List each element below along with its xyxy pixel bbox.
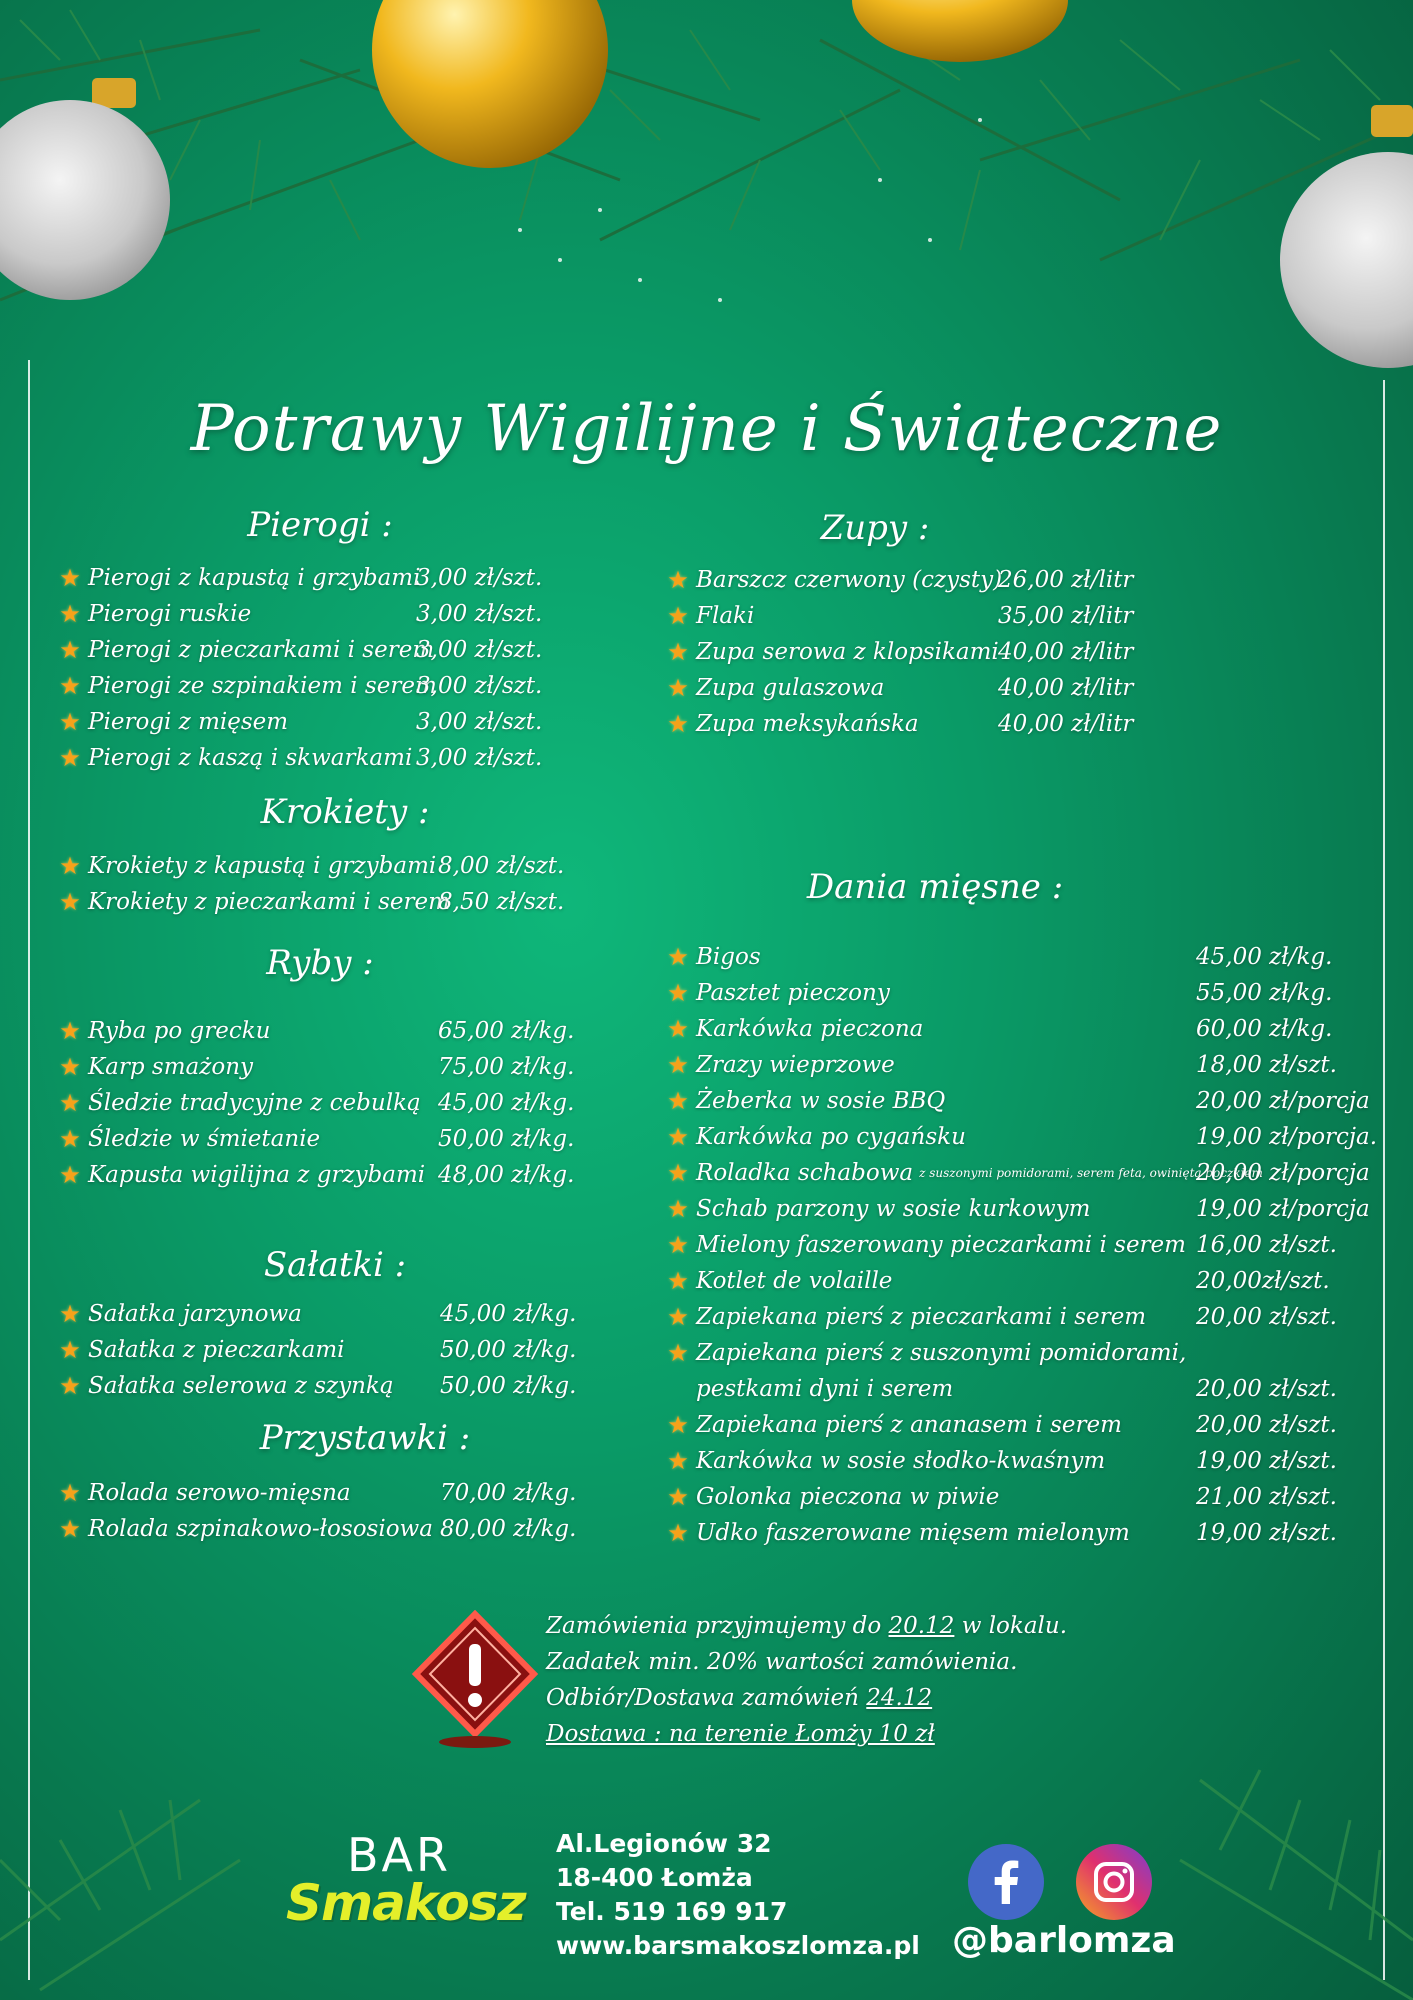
list-item bbox=[666, 1011, 1386, 1047]
star-icon: ★ bbox=[667, 1159, 689, 1187]
star-icon: ★ bbox=[59, 708, 81, 736]
city: 18-400 Łomża bbox=[556, 1863, 753, 1892]
item-name: Rolada serowo-mięsna bbox=[88, 1480, 351, 1506]
item-name: Kotlet de volaille bbox=[696, 1268, 893, 1294]
item-name: Zupa gulaszowa bbox=[696, 675, 885, 701]
list-item bbox=[666, 706, 1226, 742]
item-price: 35,00 zł/litr bbox=[998, 603, 1134, 629]
section-title-krokiety: Krokiety : bbox=[260, 792, 430, 832]
list-item bbox=[58, 596, 618, 632]
contact-info bbox=[556, 1827, 920, 1963]
list-item bbox=[666, 1227, 1386, 1263]
phone: Tel. 519 169 917 bbox=[556, 1897, 788, 1926]
list-item bbox=[58, 1049, 618, 1085]
item-price: 48,00 zł/kg. bbox=[438, 1162, 575, 1188]
item-name: Pasztet pieczony bbox=[696, 980, 890, 1006]
list-item bbox=[666, 1263, 1386, 1299]
star-icon: ★ bbox=[59, 1089, 81, 1117]
star-icon: ★ bbox=[59, 1017, 81, 1045]
list-item bbox=[666, 1047, 1386, 1083]
instagram-icon[interactable] bbox=[1072, 1840, 1156, 1924]
section-title-dania-miesne: Dania mięsne : bbox=[806, 867, 1064, 907]
star-icon: ★ bbox=[667, 710, 689, 738]
star-icon: ★ bbox=[59, 1372, 81, 1400]
item-price: 20,00 zł/szt. bbox=[1196, 1412, 1337, 1438]
item-name: Krokiety z kapustą i grzybami bbox=[88, 853, 437, 879]
list-item bbox=[666, 634, 1226, 670]
item-name: Golonka pieczona w piwie bbox=[696, 1484, 1000, 1510]
section-title-pierogi: Pierogi : bbox=[247, 505, 393, 545]
item-name: Rolada szpinakowo-łososiowa bbox=[88, 1516, 433, 1542]
list-item bbox=[58, 668, 618, 704]
section-title-przystawki: Przystawki : bbox=[259, 1418, 471, 1458]
list-item bbox=[58, 848, 618, 884]
list-item-continuation bbox=[666, 1371, 1386, 1407]
item-name: Kapusta wigilijna z grzybami bbox=[88, 1162, 426, 1188]
list-item bbox=[666, 1443, 1386, 1479]
item-name: Pierogi z kapustą i grzybami bbox=[88, 565, 421, 591]
star-icon: ★ bbox=[59, 1300, 81, 1328]
star-icon: ★ bbox=[59, 1479, 81, 1507]
star-icon: ★ bbox=[59, 852, 81, 880]
notice-line-2: Zadatek min. 20% wartości zamówienia. bbox=[546, 1649, 1018, 1675]
star-icon: ★ bbox=[667, 638, 689, 666]
item-price: 21,00 zł/szt. bbox=[1196, 1484, 1337, 1510]
social-handle[interactable]: @barlomza bbox=[952, 1920, 1176, 1961]
item-price: 19,00 zł/porcja. bbox=[1196, 1124, 1378, 1150]
section-title-ryby: Ryby : bbox=[266, 943, 374, 983]
star-icon: ★ bbox=[667, 943, 689, 971]
item-price: 8,50 zł/szt. bbox=[438, 889, 565, 915]
logo-bar-text: BAR bbox=[347, 1828, 451, 1882]
item-price: 20,00 zł/szt. bbox=[1196, 1304, 1337, 1330]
list-item bbox=[58, 1157, 618, 1193]
item-price: 45,00 zł/kg. bbox=[438, 1090, 575, 1116]
item-note: z suszonymi pomidorami, serem feta, owinięta boczkiem bbox=[919, 1166, 1263, 1180]
facebook-icon[interactable] bbox=[964, 1840, 1048, 1924]
item-name: Śledzie tradycyjne z cebulką bbox=[88, 1090, 421, 1116]
star-icon: ★ bbox=[59, 1161, 81, 1189]
list-item bbox=[666, 975, 1386, 1011]
section-title-salatki: Sałatki : bbox=[263, 1245, 407, 1285]
star-icon: ★ bbox=[667, 979, 689, 1007]
star-icon: ★ bbox=[667, 602, 689, 630]
list-item bbox=[666, 562, 1226, 598]
item-name: Zupa serowa z klopsikami bbox=[696, 639, 999, 665]
left-frame-line bbox=[28, 360, 30, 1980]
item-price: 3,00 zł/szt. bbox=[416, 709, 543, 735]
website-link[interactable]: www.barsmakoszlomza.pl bbox=[556, 1931, 920, 1960]
list-item bbox=[58, 632, 618, 668]
bar-smakosz-logo bbox=[282, 1828, 542, 1938]
list-item bbox=[666, 670, 1226, 706]
list-item bbox=[58, 1085, 618, 1121]
list-item bbox=[666, 1407, 1386, 1443]
list-item bbox=[58, 1332, 618, 1368]
pine-branches-top bbox=[0, 0, 1413, 400]
ryby-list bbox=[58, 1013, 618, 1193]
item-price: 3,00 zł/szt. bbox=[416, 637, 543, 663]
list-item bbox=[58, 1511, 618, 1547]
item-price: 3,00 zł/szt. bbox=[416, 565, 543, 591]
list-item bbox=[666, 1299, 1386, 1335]
list-item bbox=[58, 560, 618, 596]
star-icon: ★ bbox=[667, 1519, 689, 1547]
warning-icon bbox=[410, 1610, 540, 1750]
notice-line-3 bbox=[546, 1680, 1067, 1716]
star-icon: ★ bbox=[667, 1231, 689, 1259]
list-item bbox=[58, 1368, 618, 1404]
gold-bauble-left bbox=[370, 0, 620, 180]
star-icon: ★ bbox=[59, 636, 81, 664]
address: Al.Legionów 32 bbox=[556, 1829, 772, 1858]
item-price: 19,00 zł/szt. bbox=[1196, 1520, 1337, 1546]
item-price: 20,00 zł/porcja bbox=[1196, 1160, 1370, 1186]
item-price: 40,00 zł/litr bbox=[998, 675, 1134, 701]
dania-list bbox=[666, 939, 1386, 1551]
item-price: 3,00 zł/szt. bbox=[416, 745, 543, 771]
item-name: Barszcz czerwony (czysty) bbox=[696, 567, 1003, 593]
item-price: 40,00 zł/litr bbox=[998, 711, 1134, 737]
item-name: Bigos bbox=[696, 944, 761, 970]
item-name: Roladka schabowa bbox=[696, 1160, 914, 1186]
list-item bbox=[58, 1475, 618, 1511]
notice-line-4: Dostawa : na terenie Łomży 10 zł bbox=[546, 1721, 935, 1747]
star-icon: ★ bbox=[59, 744, 81, 772]
order-deadline: 20.12 bbox=[888, 1613, 955, 1639]
list-item bbox=[666, 1479, 1386, 1515]
star-icon: ★ bbox=[59, 1125, 81, 1153]
pierogi-list bbox=[58, 560, 618, 776]
star-icon: ★ bbox=[59, 888, 81, 916]
item-name: Karp smażony bbox=[88, 1054, 254, 1080]
item-name: Zrazy wieprzowe bbox=[696, 1052, 895, 1078]
item-price: 80,00 zł/kg. bbox=[440, 1516, 577, 1542]
list-item bbox=[58, 740, 618, 776]
item-name: Sałatka selerowa z szynką bbox=[88, 1373, 394, 1399]
star-icon: ★ bbox=[667, 1123, 689, 1151]
item-price: 3,00 zł/szt. bbox=[416, 673, 543, 699]
notice-line-1 bbox=[546, 1608, 1067, 1644]
item-price: 45,00 zł/kg. bbox=[440, 1301, 577, 1327]
star-icon: ★ bbox=[59, 600, 81, 628]
item-price: 20,00zł/szt. bbox=[1196, 1268, 1330, 1294]
item-name: pestkami dyni i serem bbox=[696, 1376, 954, 1402]
star-icon: ★ bbox=[667, 1015, 689, 1043]
list-item bbox=[58, 704, 618, 740]
item-price: 55,00 zł/kg. bbox=[1196, 980, 1333, 1006]
star-icon: ★ bbox=[59, 672, 81, 700]
item-name: Sałatka z pieczarkami bbox=[88, 1337, 345, 1363]
salatki-list bbox=[58, 1296, 618, 1404]
item-price: 50,00 zł/kg. bbox=[438, 1126, 575, 1152]
item-name: Śledzie w śmietanie bbox=[88, 1126, 321, 1152]
list-item bbox=[666, 598, 1226, 634]
item-name: Mielony faszerowany pieczarkami i serem bbox=[696, 1232, 1186, 1258]
item-price: 8,00 zł/szt. bbox=[438, 853, 565, 879]
item-price: 19,00 zł/szt. bbox=[1196, 1448, 1337, 1474]
item-name: Pierogi ruskie bbox=[88, 601, 252, 627]
item-name: Zapiekana pierś z pieczarkami i serem bbox=[696, 1304, 1147, 1330]
item-price: 50,00 zł/kg. bbox=[440, 1373, 577, 1399]
star-icon: ★ bbox=[667, 1411, 689, 1439]
star-icon: ★ bbox=[667, 1447, 689, 1475]
item-price: 40,00 zł/litr bbox=[998, 639, 1134, 665]
item-name: Zapiekana pierś z suszonymi pomidorami, bbox=[696, 1340, 1187, 1366]
star-icon: ★ bbox=[667, 1483, 689, 1511]
item-price: 20,00 zł/szt. bbox=[1196, 1376, 1337, 1402]
list-item bbox=[58, 1013, 618, 1049]
list-item bbox=[666, 1335, 1386, 1371]
item-name: Ryba po grecku bbox=[88, 1018, 271, 1044]
item-price: 45,00 zł/kg. bbox=[1196, 944, 1333, 970]
star-icon: ★ bbox=[667, 1087, 689, 1115]
list-item bbox=[58, 884, 618, 920]
star-icon: ★ bbox=[667, 1339, 689, 1367]
item-price: 65,00 zł/kg. bbox=[438, 1018, 575, 1044]
item-name: Flaki bbox=[696, 603, 755, 629]
item-price: 50,00 zł/kg. bbox=[440, 1337, 577, 1363]
list-item bbox=[58, 1121, 618, 1157]
item-price: 70,00 zł/kg. bbox=[440, 1480, 577, 1506]
star-icon: ★ bbox=[59, 1515, 81, 1543]
star-icon: ★ bbox=[667, 1051, 689, 1079]
star-icon: ★ bbox=[59, 1336, 81, 1364]
notice-text: w lokalu. bbox=[954, 1613, 1068, 1639]
page-title: Potrawy Wigilijne i Świąteczne bbox=[190, 392, 1223, 466]
star-icon: ★ bbox=[59, 564, 81, 592]
item-name: Pierogi z pieczarkami i serem bbox=[88, 637, 435, 663]
item-price: 75,00 zł/kg. bbox=[438, 1054, 575, 1080]
item-name: Krokiety z pieczarkami i serem bbox=[88, 889, 450, 915]
list-item bbox=[666, 1191, 1386, 1227]
item-name: Udko faszerowane mięsem mielonym bbox=[696, 1520, 1130, 1546]
item-name: Pierogi z kaszą i skwarkami bbox=[88, 745, 413, 771]
star-icon: ★ bbox=[667, 1267, 689, 1295]
item-price: 20,00 zł/porcja bbox=[1196, 1088, 1370, 1114]
item-price: 16,00 zł/szt. bbox=[1196, 1232, 1337, 1258]
item-name: Pierogi ze szpinakiem i serem bbox=[88, 673, 437, 699]
item-name: Karkówka pieczona bbox=[696, 1016, 924, 1042]
star-icon: ★ bbox=[667, 566, 689, 594]
item-name: Karkówka w sosie słodko-kwaśnym bbox=[696, 1448, 1106, 1474]
item-name: Karkówka po cygańsku bbox=[696, 1124, 966, 1150]
item-name: Sałatka jarzynowa bbox=[88, 1301, 302, 1327]
item-name: Zapiekana pierś z ananasem i serem bbox=[696, 1412, 1122, 1438]
item-price: 19,00 zł/porcja bbox=[1196, 1196, 1370, 1222]
list-item bbox=[666, 1515, 1386, 1551]
star-icon: ★ bbox=[667, 674, 689, 702]
item-name: Pierogi z mięsem bbox=[88, 709, 289, 735]
list-item bbox=[666, 939, 1386, 975]
silver-bauble-left bbox=[0, 70, 180, 340]
pickup-date: 24.12 bbox=[866, 1685, 933, 1711]
krokiety-list bbox=[58, 848, 618, 920]
item-name: Schab parzony w sosie kurkowym bbox=[696, 1196, 1091, 1222]
item-name: Zupa meksykańska bbox=[696, 711, 919, 737]
list-item bbox=[666, 1155, 1386, 1191]
list-item bbox=[58, 1296, 618, 1332]
star-icon: ★ bbox=[667, 1195, 689, 1223]
list-item bbox=[666, 1119, 1386, 1155]
item-price: 18,00 zł/szt. bbox=[1196, 1052, 1337, 1078]
silver-bauble-right bbox=[1263, 95, 1413, 395]
gold-bauble-right bbox=[850, 0, 1070, 70]
item-price: 60,00 zł/kg. bbox=[1196, 1016, 1333, 1042]
item-name: Żeberka w sosie BBQ bbox=[696, 1088, 946, 1114]
przystawki-list bbox=[58, 1475, 618, 1547]
logo-smakosz-text: Smakosz bbox=[286, 1874, 526, 1932]
item-price: 3,00 zł/szt. bbox=[416, 601, 543, 627]
star-icon: ★ bbox=[59, 1053, 81, 1081]
notice-text: Zamówienia przyjmujemy do bbox=[546, 1613, 889, 1639]
star-icon: ★ bbox=[667, 1303, 689, 1331]
list-item bbox=[666, 1083, 1386, 1119]
item-price: 26,00 zł/litr bbox=[998, 567, 1134, 593]
order-notice bbox=[546, 1608, 1067, 1752]
notice-text: Odbiór/Dostawa zamówień bbox=[546, 1685, 867, 1711]
section-title-zupy: Zupy : bbox=[820, 508, 930, 548]
zupy-list bbox=[666, 562, 1226, 742]
